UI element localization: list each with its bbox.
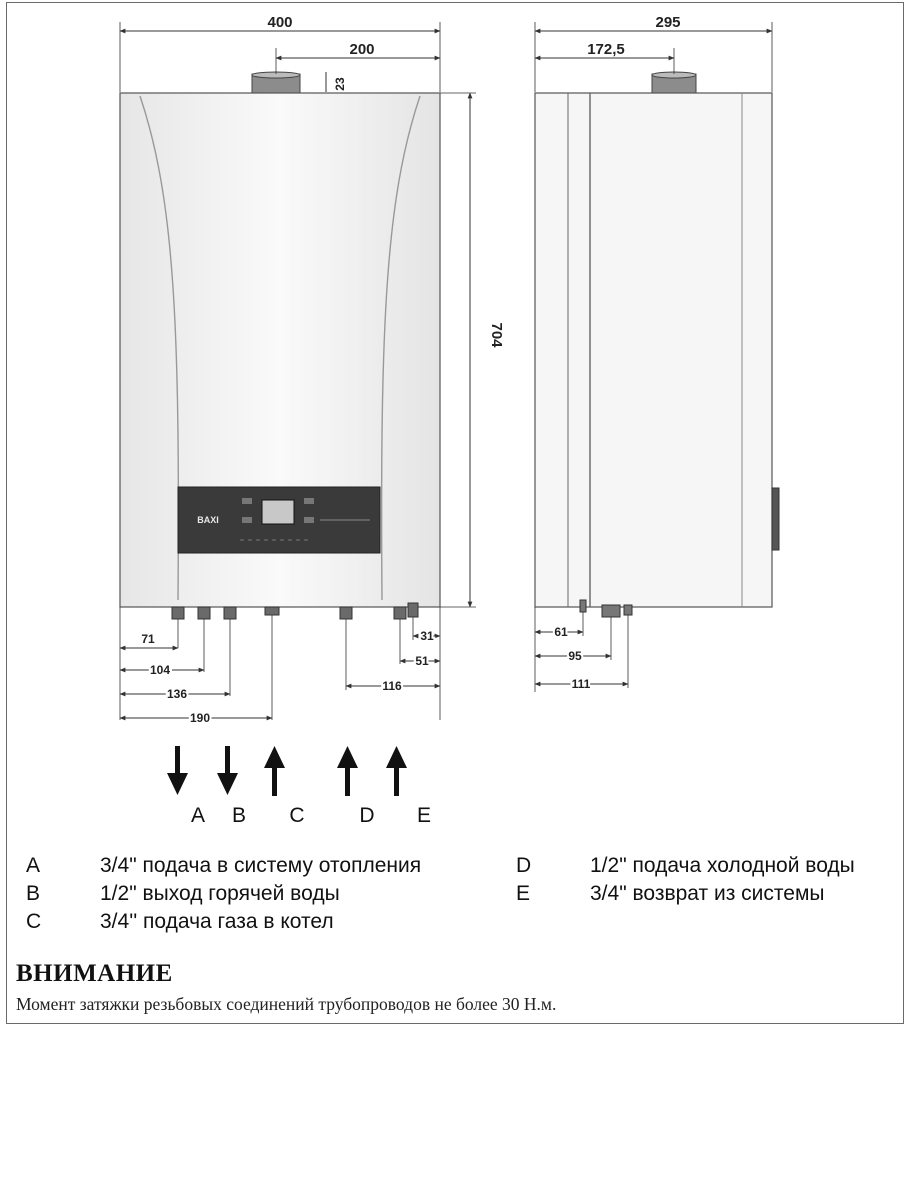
dim-704: 704 [488, 322, 505, 348]
legend-desc: 3/4'' подача газа в котел [100, 910, 334, 933]
side-body [535, 93, 772, 607]
dim-51: 51 [415, 654, 429, 668]
legend-desc: 1/2" подача холодной воды [590, 854, 855, 877]
notice-text: Момент затяжки резьбовых соединений трубопроводов не более 30 Н.м. [16, 994, 557, 1014]
arrow-up-c-icon [264, 746, 285, 796]
connection-label-a: A [190, 804, 206, 827]
connection-label-e: E [416, 804, 432, 827]
flow-arrows [167, 746, 407, 796]
panel-button [242, 498, 252, 504]
dim-71: 71 [141, 632, 155, 646]
display-screen [262, 500, 294, 524]
panel-button [304, 517, 314, 523]
dim-111: 111 [571, 677, 591, 691]
dim-172-5: 172,5 [587, 41, 625, 58]
dim-400: 400 [267, 14, 293, 31]
arrow-down-a-icon [167, 746, 188, 795]
side-fitting [580, 600, 586, 612]
connection-label-c: C [289, 804, 305, 827]
dim-104: 104 [149, 663, 171, 677]
panel-button [304, 498, 314, 504]
connection-label-b: B [231, 804, 247, 827]
panel-button [242, 517, 252, 523]
front-view [120, 14, 505, 725]
legend-desc: 3/4" подача в систему отопления [100, 854, 422, 877]
dim-61: 61 [554, 625, 568, 639]
side-fitting [624, 605, 632, 615]
connection-label-d: D [359, 804, 375, 827]
legend-desc: 3/4" возврат из системы [590, 882, 825, 905]
legend-letter: E [516, 882, 531, 905]
dim-31: 31 [420, 629, 434, 643]
arrow-up-e-icon [386, 746, 407, 796]
legend-letter: A [26, 854, 41, 877]
legend-letter: D [516, 854, 532, 877]
dim-295: 295 [655, 14, 681, 31]
arrow-down-b-icon [217, 746, 238, 795]
legend-letter: B [26, 882, 41, 905]
arrow-up-d-icon [337, 746, 358, 796]
side-fitting [602, 605, 620, 617]
dim-200: 200 [349, 41, 375, 58]
dim-95: 95 [568, 649, 582, 663]
dim-116: 116 [382, 679, 402, 693]
dim-190: 190 [189, 711, 211, 725]
legend-desc: 1/2" выход горячей воды [100, 882, 340, 905]
legend-letter: C [26, 910, 42, 933]
side-handle [772, 488, 779, 550]
dim-136: 136 [166, 687, 188, 701]
dim-23: 23 [333, 77, 347, 91]
notice-title: ВНИМАНИЕ [16, 960, 173, 987]
side-view [535, 14, 779, 692]
brand-logo: BAXI [197, 515, 219, 525]
